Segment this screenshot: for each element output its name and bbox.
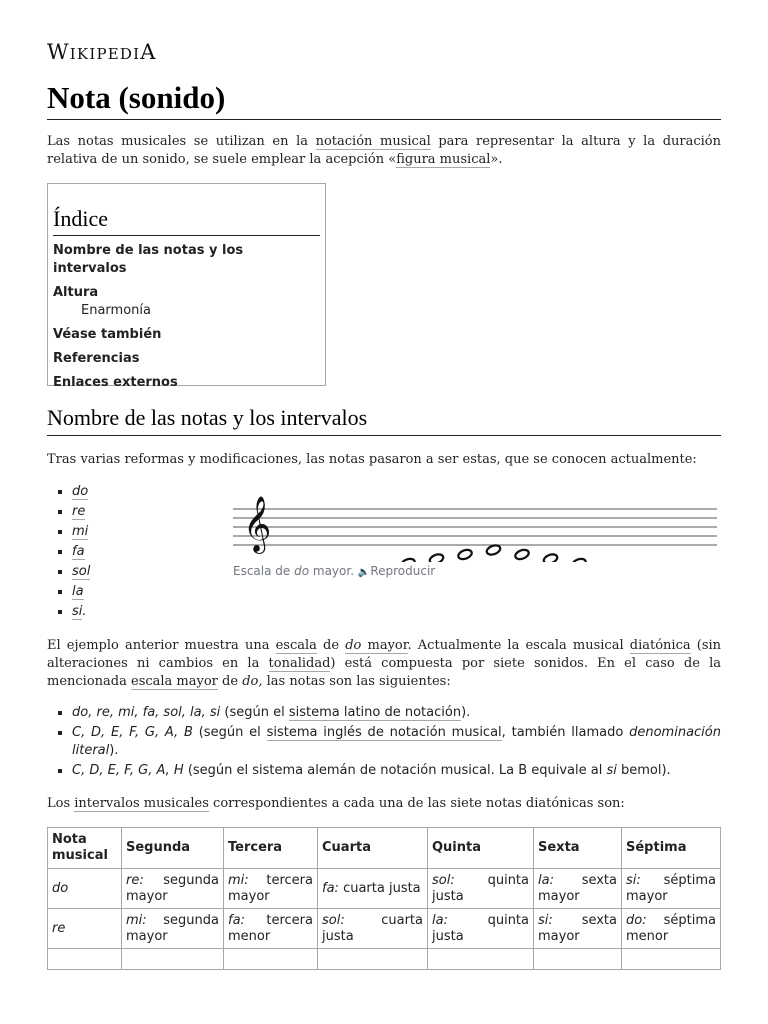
link-sistema-ingles[interactable]: sistema inglés de notación musical [266,725,502,740]
table-of-contents [47,183,326,390]
table-row [48,949,721,970]
link-notacion-musical[interactable]: notación musical [315,134,431,149]
play-audio-link[interactable]: Reproducir [370,564,436,578]
col-header: Quinta [428,828,534,869]
link-tonalidad[interactable]: tonalidad [268,656,331,671]
note-list [47,482,90,622]
list-item [72,522,90,542]
intervals-table [47,827,721,970]
table-cell: fa: cuarta justa [318,869,428,909]
whole-note [485,544,501,557]
table-row [48,869,721,909]
link-escala[interactable]: escala [275,638,317,653]
whole-note [428,553,444,562]
treble-clef-icon: 𝄞 [243,496,272,552]
table-cell: do: séptima menor [622,909,721,949]
link-note-do[interactable]: do [72,484,89,499]
table-cell: si: sexta mayor [534,909,622,949]
link-note-si[interactable]: si [72,604,83,619]
table-cell: mi: tercera mayor [224,869,318,909]
toc-item-altura[interactable]: Altura [53,285,99,300]
link-note-re[interactable]: re [72,504,86,519]
link-note-fa[interactable]: fa [72,544,85,559]
list-item [72,502,90,522]
section-heading-nombre: Nombre de las notas y los intervalos [47,405,721,436]
section-paragraph-1: Tras varias reformas y modificaciones, las notas pasaron a ser estas, que se conocen actualmente: [47,452,697,467]
col-header: Séptima [622,828,721,869]
whole-note [542,553,558,562]
table-cell: re: segunda mayor [122,869,224,909]
table-cell: si: séptima mayor [622,869,721,909]
table-cell: fa: tercera menor [224,909,318,949]
whole-note [457,548,473,561]
col-header: Cuarta [318,828,428,869]
table-cell: do [48,869,122,909]
table-cell: sol: quinta justa [428,869,534,909]
toc-item-enlaces[interactable]: Enlaces externos [53,375,178,390]
toc-item-nombre[interactable]: Nombre de las notas y los intervalos [53,243,244,276]
list-item: ▪ C, D, E, F, G, A, H (según el sistema alemán de notación musical. La B equivale al si bemol). [72,762,721,780]
link-do-mayor[interactable]: do mayor [345,638,408,653]
table-cell: sol: cuarta justa [318,909,428,949]
whole-note [400,557,416,562]
table-cell [318,949,428,970]
toc-heading: Índice [53,206,320,236]
page-title: Nota (sonido) [47,80,721,120]
col-header: Nota musical [48,828,122,869]
link-note-la[interactable]: la [72,584,84,599]
intro-paragraph: Las notas musicales se utilizan en la notación musical para representar la altura y la duración relativa de un sonido, se suele emplear la acepción «figura musical». [47,134,721,167]
logo-letter-end: A [140,40,157,64]
col-header: Sexta [534,828,622,869]
link-note-sol[interactable]: sol [72,564,91,579]
list-item [72,562,90,582]
list-item: ▪ C, D, E, F, G, A, B (según el sistema inglés de notación musical, también llamado denominación literal). [72,724,721,760]
link-sistema-latino[interactable]: sistema latino de notación [288,705,462,720]
wikipedia-logo[interactable] [47,40,157,64]
toc-item-referencias[interactable]: Referencias [53,351,140,366]
staff-caption: Escala de do mayor. 🔈Reproducir [233,564,436,578]
table-cell [534,949,622,970]
logo-letter: W [47,40,70,64]
list-item [72,582,90,602]
table-cell [224,949,318,970]
whole-note [514,548,530,561]
table-cell [48,949,122,970]
whole-note [571,557,587,562]
table-cell [428,949,534,970]
music-staff-image[interactable] [233,492,719,562]
section-paragraph-2: El ejemplo anterior muestra una escala de do mayor. Actualmente la escala musical diatónica (sin alteraciones ni cambios en la tonalidad) está compuesta por siete sonidos. En el caso de la mencionada escala mayor de do, las notas son las siguientes: [47,638,722,689]
link-figura-musical[interactable]: figura musical [396,152,491,167]
notation-systems-list [47,704,721,782]
link-intervalos-musicales[interactable]: intervalos musicales [74,796,209,811]
col-header: Tercera [224,828,318,869]
col-header: Segunda [122,828,224,869]
table-cell [622,949,721,970]
table-row [48,909,721,949]
link-note-mi[interactable]: mi [72,524,89,539]
list-item [72,542,90,562]
logo-letters: IKIPEDI [69,45,141,63]
table-header-row [48,828,721,869]
link-escala-mayor[interactable]: escala mayor [131,674,218,689]
section-paragraph-3: Los intervalos musicales correspondientes a cada una de las siete notas diatónicas son: [47,796,625,811]
table-cell: la: quinta justa [428,909,534,949]
table-cell: re [48,909,122,949]
speaker-icon[interactable]: 🔈 [357,567,371,578]
table-cell [122,949,224,970]
list-item: ▪ do, re, mi, fa, sol, la, si (según el sistema latino de notación). [72,704,721,722]
link-diatonica[interactable]: diatónica [629,638,691,653]
toc-item-enarmonia[interactable]: Enarmonía [81,303,151,318]
table-cell: la: sexta mayor [534,869,622,909]
toc-item-vease[interactable]: Véase también [53,327,162,342]
list-item [72,482,90,502]
table-cell: mi: segunda mayor [122,909,224,949]
list-item: ▪ si. [72,602,90,622]
